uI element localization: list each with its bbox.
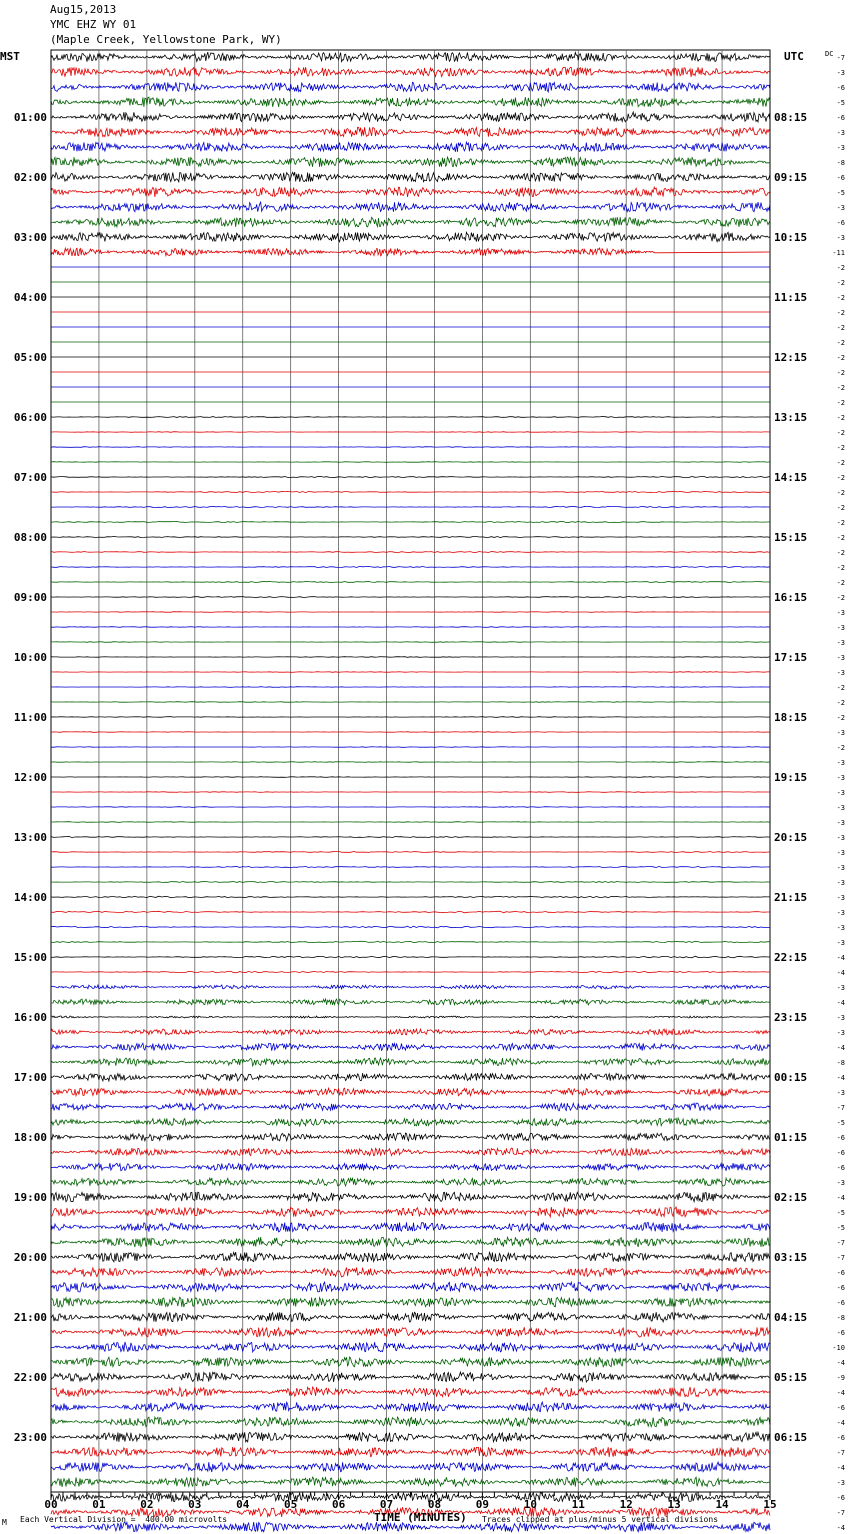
seismic-trace <box>51 822 770 823</box>
x-tick-label: 14 <box>715 1498 729 1511</box>
dc-offset-label: -2 <box>836 474 845 482</box>
dc-offset-label: -2 <box>836 354 845 362</box>
dc-offset-label: -3 <box>836 894 845 902</box>
dc-offset-label: -3 <box>836 759 845 767</box>
seismic-trace <box>51 1432 770 1442</box>
seismic-trace <box>51 217 770 227</box>
right-hour-label: 17:15 <box>774 651 808 664</box>
seismic-trace <box>51 866 770 867</box>
seismic-trace <box>51 911 770 913</box>
dc-offset-label: -3 <box>836 144 845 152</box>
dc-offset-label: -3 <box>836 1479 845 1487</box>
left-hour-label: 17:00 <box>13 1071 47 1084</box>
seismic-trace <box>51 1477 770 1487</box>
left-hour-label: 01:00 <box>13 111 47 124</box>
dc-offset-label: -5 <box>836 99 845 107</box>
dc-offset-label: -6 <box>836 1299 845 1307</box>
dc-offset-label: -5 <box>836 1224 845 1232</box>
dc-offset-label: -2 <box>836 294 845 302</box>
seismic-trace <box>51 1016 770 1018</box>
seismic-trace <box>51 112 770 122</box>
x-tick-label: 06 <box>331 1498 346 1511</box>
right-hour-label: 12:15 <box>774 351 808 364</box>
seismic-trace <box>51 777 770 778</box>
seismic-trace <box>51 1237 770 1247</box>
seismic-trace <box>51 941 770 942</box>
dc-offset-label: -3 <box>836 819 845 827</box>
right-hour-label: 15:15 <box>774 531 808 544</box>
right-hour-label: 03:15 <box>774 1251 808 1264</box>
left-hour-label: 19:00 <box>13 1191 47 1204</box>
x-tick-label: 07 <box>379 1498 394 1511</box>
seismic-trace <box>51 702 770 703</box>
dc-offset-label: -4 <box>836 1074 845 1082</box>
x-tick-label: 02 <box>140 1498 154 1511</box>
seismic-trace <box>51 1192 770 1202</box>
seismic-trace <box>51 506 770 507</box>
right-hour-label: 05:15 <box>774 1371 808 1384</box>
right-hour-label: 23:15 <box>774 1011 808 1024</box>
seismic-trace <box>51 747 770 748</box>
dc-offset-label: -10 <box>832 1344 845 1352</box>
dc-offset-label: -2 <box>836 264 845 272</box>
seismic-trace <box>51 157 770 167</box>
seismic-trace <box>51 926 770 928</box>
dc-offset-label: -2 <box>836 549 845 557</box>
seismic-trace <box>51 1372 770 1382</box>
x-tick-label: 08 <box>427 1498 442 1511</box>
x-tick-label: 10 <box>523 1498 537 1511</box>
right-hour-label: 13:15 <box>774 411 808 424</box>
seismic-trace <box>51 985 770 989</box>
seismic-trace <box>51 1417 770 1427</box>
seismic-traces <box>51 52 770 1534</box>
seismic-trace <box>51 521 770 522</box>
dc-offset-label: -2 <box>836 744 845 752</box>
dc-offset-label: -2 <box>836 324 845 332</box>
dc-offset-label: -4 <box>836 1524 845 1532</box>
seismic-trace <box>51 97 770 107</box>
dc-offset-label: -3 <box>836 204 845 212</box>
left-hour-label: 16:00 <box>13 1011 47 1024</box>
dc-offset-label: -2 <box>836 369 845 377</box>
seismic-trace <box>51 792 770 793</box>
seismic-trace <box>51 1447 770 1457</box>
seismic-trace <box>51 1387 770 1397</box>
seismic-trace <box>51 732 770 733</box>
dc-offset-label: -3 <box>836 939 845 947</box>
seismic-trace <box>51 248 770 256</box>
dc-offset-label: -2 <box>836 414 845 422</box>
dc-offset-label: -7 <box>836 1254 845 1262</box>
seismic-trace <box>51 882 770 883</box>
dc-offset-label: -2 <box>836 579 845 587</box>
left-hour-label: 12:00 <box>13 771 47 784</box>
dc-offset-label: -2 <box>836 684 845 692</box>
seismic-trace <box>51 447 770 448</box>
left-hour-label: 07:00 <box>13 471 47 484</box>
left-hour-label: 13:00 <box>13 831 47 844</box>
dc-offset-label: -3 <box>836 654 845 662</box>
seismic-trace <box>51 582 770 583</box>
seismic-trace <box>51 1073 770 1081</box>
corner-mark: M <box>2 1518 7 1527</box>
dc-offset-label: -2 <box>836 594 845 602</box>
x-tick-label: 11 <box>571 1498 585 1511</box>
dc-offset-label: -4 <box>836 1464 845 1472</box>
dc-offset-label: -6 <box>836 1164 845 1172</box>
seismic-trace <box>51 187 770 197</box>
x-tick-label: 09 <box>475 1498 490 1511</box>
dc-offset-label: -2 <box>836 534 845 542</box>
right-hour-label: 14:15 <box>774 471 808 484</box>
dc-offset-label: -6 <box>836 1329 845 1337</box>
left-hour-label: 11:00 <box>13 711 47 724</box>
x-tick-label: 04 <box>236 1498 250 1511</box>
seismic-trace <box>51 1267 770 1277</box>
dc-offset-label: -2 <box>836 429 845 437</box>
dc-offset-label: -3 <box>836 984 845 992</box>
seismic-trace <box>51 232 770 242</box>
right-hour-label: 20:15 <box>774 831 808 844</box>
dc-offset-label: -4 <box>836 1044 845 1052</box>
dc-offset-label: -11 <box>832 249 845 257</box>
seismic-trace <box>51 82 770 92</box>
dc-offset-label: -3 <box>836 774 845 782</box>
seismic-trace <box>51 852 770 853</box>
left-hour-label: 20:00 <box>13 1251 47 1264</box>
plot-date: Aug15,2013 <box>50 3 117 16</box>
dc-offset-label: -2 <box>836 399 845 407</box>
left-hour-label: 10:00 <box>13 651 47 664</box>
dc-offset-label: -3 <box>836 879 845 887</box>
left-hour-label: 21:00 <box>13 1311 47 1324</box>
dc-offset-label: -6 <box>836 114 845 122</box>
dc-offset-label: -2 <box>836 564 845 572</box>
left-timezone-label: MST <box>0 50 20 63</box>
plot-frame <box>51 50 770 1492</box>
dc-offset-label: -3 <box>836 669 845 677</box>
dc-offset-label: -6 <box>836 84 845 92</box>
dc-offset-label: -4 <box>836 954 845 962</box>
left-hour-labels <box>14 111 47 1444</box>
dc-offset-label: -2 <box>836 339 845 347</box>
right-hour-label: 11:15 <box>774 291 808 304</box>
dc-offset-label: -8 <box>836 1059 845 1067</box>
dc-offset-labels <box>825 50 845 1534</box>
left-hour-label: 03:00 <box>13 231 47 244</box>
seismic-trace <box>51 1282 770 1292</box>
seismic-trace <box>51 999 770 1005</box>
dc-offset-label: -6 <box>836 1149 845 1157</box>
left-hour-label: 23:00 <box>13 1431 47 1444</box>
dc-offset-label: -3 <box>836 609 845 617</box>
seismic-trace <box>51 1118 770 1126</box>
dc-offset-label: -3 <box>836 639 845 647</box>
seismic-trace <box>51 1163 770 1171</box>
seismic-trace <box>51 1178 770 1186</box>
left-hour-label: 14:00 <box>13 891 47 904</box>
seismic-trace <box>51 1357 770 1367</box>
dc-offset-label: -3 <box>836 849 845 857</box>
dc-offset-label: -3 <box>836 789 845 797</box>
dc-offset-label: -7 <box>836 1239 845 1247</box>
seismic-trace <box>51 462 770 463</box>
right-hour-labels <box>774 111 807 1444</box>
dc-offset-label: -5 <box>836 189 845 197</box>
right-hour-label: 09:15 <box>774 171 808 184</box>
seismic-trace <box>51 1207 770 1217</box>
seismic-trace <box>51 1043 770 1051</box>
x-tick-label: 13 <box>667 1498 681 1511</box>
seismic-trace <box>51 551 770 552</box>
seismic-trace <box>51 1133 770 1141</box>
left-hour-label: 02:00 <box>13 171 47 184</box>
seismic-trace <box>51 717 770 718</box>
seismic-trace <box>51 687 770 688</box>
dc-offset-label: -7 <box>836 54 845 62</box>
right-hour-label: 04:15 <box>774 1311 808 1324</box>
left-hour-label: 05:00 <box>13 351 47 364</box>
dc-header: DC <box>825 50 834 58</box>
dc-offset-label: -5 <box>836 1119 845 1127</box>
dc-offset-label: -9 <box>836 1374 845 1382</box>
dc-offset-label: -3 <box>836 864 845 872</box>
dc-offset-label: -4 <box>836 1419 845 1427</box>
dc-offset-label: -2 <box>836 309 845 317</box>
seismic-trace <box>51 202 770 212</box>
seismic-trace <box>51 1148 770 1156</box>
left-hour-label: 08:00 <box>13 531 47 544</box>
dc-offset-label: -2 <box>836 519 845 527</box>
right-hour-label: 01:15 <box>774 1131 808 1144</box>
dc-offset-label: -2 <box>836 279 845 287</box>
x-axis-title: TIME (MINUTES) <box>374 1511 467 1524</box>
x-tick-label: 00 <box>44 1498 58 1511</box>
clip-note: Traces clipped at plus/minus 5 vertical divisions <box>482 1515 719 1524</box>
seismic-trace <box>51 1103 770 1111</box>
right-timezone-label: UTC <box>784 50 804 63</box>
dc-offset-label: -2 <box>836 444 845 452</box>
seismic-trace <box>51 956 770 958</box>
seismic-trace <box>51 672 770 673</box>
right-hour-label: 16:15 <box>774 591 808 604</box>
right-hour-label: 02:15 <box>774 1191 808 1204</box>
seismic-trace <box>51 657 770 658</box>
dc-offset-label: -3 <box>836 834 845 842</box>
seismic-trace <box>51 142 770 152</box>
seismic-trace <box>51 491 770 492</box>
seismic-trace <box>51 1222 770 1232</box>
scale-note: Each Vertical Division = 400.00 microvolts <box>20 1515 228 1524</box>
x-tick-label: 12 <box>619 1498 633 1511</box>
seismic-trace <box>51 1462 770 1472</box>
seismic-trace <box>51 1312 770 1322</box>
dc-offset-label: -4 <box>836 1194 845 1202</box>
x-tick-label: 05 <box>284 1498 298 1511</box>
dc-offset-label: -3 <box>836 729 845 737</box>
x-tick-label: 15 <box>763 1498 777 1511</box>
seismic-trace <box>51 971 770 972</box>
seismic-trace <box>51 1088 770 1096</box>
seismic-trace <box>51 566 770 567</box>
grid-lines <box>51 50 770 1492</box>
dc-offset-label: -3 <box>836 1014 845 1022</box>
dc-offset-label: -6 <box>836 1269 845 1277</box>
seismic-trace <box>51 612 770 613</box>
seismic-trace <box>51 597 770 598</box>
seismic-trace <box>51 1252 770 1262</box>
dc-offset-label: -4 <box>836 1359 845 1367</box>
dc-offset-label: -4 <box>836 999 845 1007</box>
left-hour-label: 18:00 <box>13 1131 47 1144</box>
dc-offset-label: -4 <box>836 1389 845 1397</box>
dc-offset-label: -6 <box>836 1404 845 1412</box>
left-hour-label: 15:00 <box>13 951 47 964</box>
seismic-trace <box>51 1327 770 1337</box>
x-tick-label: 01 <box>92 1498 106 1511</box>
dc-offset-label: -7 <box>836 1509 845 1517</box>
dc-offset-label: -6 <box>836 1434 845 1442</box>
dc-offset-label: -6 <box>836 1494 845 1502</box>
right-hour-label: 18:15 <box>774 711 808 724</box>
seismic-trace <box>51 1402 770 1412</box>
seismic-trace <box>51 417 770 418</box>
dc-offset-label: -4 <box>836 969 845 977</box>
seismic-trace <box>51 52 770 62</box>
seismic-trace <box>51 807 770 808</box>
dc-offset-label: -2 <box>836 489 845 497</box>
seismic-trace <box>51 762 770 763</box>
right-hour-label: 00:15 <box>774 1071 808 1084</box>
dc-offset-label: -3 <box>836 624 845 632</box>
station-location: (Maple Creek, Yellowstone Park, WY) <box>50 33 282 46</box>
seismic-trace <box>51 1029 770 1035</box>
right-hour-label: 10:15 <box>774 231 808 244</box>
dc-offset-label: -3 <box>836 129 845 137</box>
seismic-trace <box>51 642 770 643</box>
left-hour-label: 22:00 <box>13 1371 47 1384</box>
dc-offset-label: -3 <box>836 1029 845 1037</box>
seismic-trace <box>51 536 770 537</box>
x-tick-label: 03 <box>188 1498 202 1511</box>
seismic-trace <box>51 432 770 433</box>
station-code: YMC EHZ WY 01 <box>50 18 137 31</box>
dc-offset-label: -2 <box>836 504 845 512</box>
seismic-trace <box>51 127 770 136</box>
left-hour-label: 09:00 <box>13 591 47 604</box>
dc-offset-label: -6 <box>836 1134 845 1142</box>
dc-offset-label: -3 <box>836 1089 845 1097</box>
dc-offset-label: -6 <box>836 219 845 227</box>
dc-offset-label: -7 <box>836 1104 845 1112</box>
seismic-trace <box>51 1058 770 1066</box>
left-hour-label: 04:00 <box>13 291 47 304</box>
x-axis-ticks <box>44 1492 776 1511</box>
dc-offset-label: -2 <box>836 699 845 707</box>
dc-offset-label: -3 <box>836 909 845 917</box>
dc-offset-label: -3 <box>836 804 845 812</box>
dc-offset-label: -2 <box>836 459 845 467</box>
dc-offset-label: -5 <box>836 1209 845 1217</box>
seismic-trace <box>51 476 770 477</box>
dc-offset-label: -6 <box>836 174 845 182</box>
seismic-trace <box>51 172 770 182</box>
left-hour-label: 06:00 <box>13 411 47 424</box>
dc-offset-label: -8 <box>836 1314 845 1322</box>
seismic-trace <box>51 1342 770 1352</box>
seismic-trace <box>51 896 770 898</box>
right-hour-label: 08:15 <box>774 111 808 124</box>
dc-offset-label: -3 <box>836 234 845 242</box>
dc-offset-label: -2 <box>836 714 845 722</box>
dc-offset-label: -3 <box>836 1179 845 1187</box>
seismic-trace <box>51 67 770 77</box>
dc-offset-label: -3 <box>836 924 845 932</box>
dc-offset-label: -8 <box>836 159 845 167</box>
right-hour-label: 06:15 <box>774 1431 808 1444</box>
dc-offset-label: -2 <box>836 384 845 392</box>
right-hour-label: 21:15 <box>774 891 808 904</box>
dc-offset-label: -3 <box>836 69 845 77</box>
seismic-trace <box>51 1297 770 1307</box>
seismic-trace <box>51 837 770 838</box>
right-hour-label: 19:15 <box>774 771 808 784</box>
dc-offset-label: -7 <box>836 1449 845 1457</box>
seismic-trace <box>51 627 770 628</box>
right-hour-label: 22:15 <box>774 951 808 964</box>
dc-offset-label: -6 <box>836 1284 845 1292</box>
